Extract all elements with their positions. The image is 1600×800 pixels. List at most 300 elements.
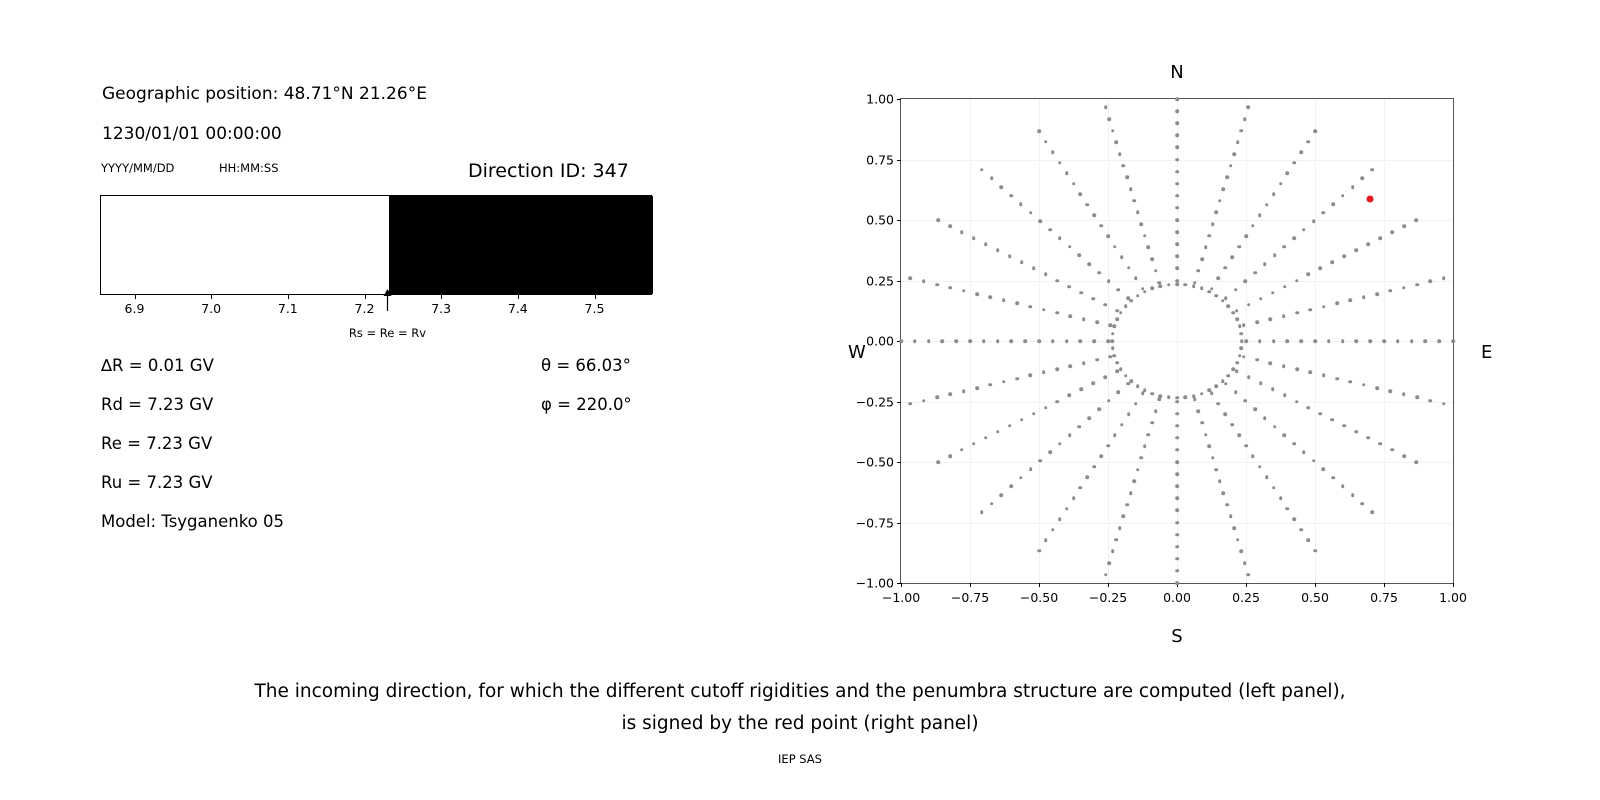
direction-point[interactable]: [1058, 161, 1062, 165]
direction-point[interactable]: [1078, 425, 1082, 429]
direction-point[interactable]: [1175, 400, 1179, 404]
direction-point[interactable]: [989, 383, 993, 387]
direction-point[interactable]: [1051, 151, 1055, 155]
direction-point[interactable]: [1158, 284, 1162, 288]
direction-point[interactable]: [1069, 314, 1073, 318]
direction-point[interactable]: [1143, 234, 1147, 238]
direction-point[interactable]: [1044, 140, 1048, 144]
direction-point[interactable]: [1200, 392, 1204, 396]
direction-point[interactable]: [1068, 394, 1072, 398]
direction-point[interactable]: [1271, 291, 1275, 295]
direction-point[interactable]: [1044, 273, 1048, 277]
direction-point[interactable]: [1019, 476, 1023, 480]
direction-point[interactable]: [1009, 485, 1013, 489]
direction-point[interactable]: [1104, 573, 1108, 577]
direction-point[interactable]: [1107, 117, 1111, 121]
direction-point[interactable]: [1293, 517, 1297, 521]
direction-point[interactable]: [1222, 491, 1226, 495]
direction-point[interactable]: [1313, 130, 1317, 134]
direction-point[interactable]: [1019, 202, 1023, 206]
direction-point[interactable]: [1150, 392, 1154, 396]
direction-point[interactable]: [1020, 418, 1024, 422]
direction-point[interactable]: [1079, 339, 1083, 343]
direction-point[interactable]: [1244, 444, 1248, 448]
direction-point[interactable]: [1247, 303, 1251, 307]
direction-point[interactable]: [1009, 194, 1013, 198]
direction-point[interactable]: [1247, 573, 1251, 577]
direction-point[interactable]: [1087, 416, 1091, 420]
direction-point[interactable]: [1107, 399, 1111, 403]
direction-point[interactable]: [1378, 236, 1382, 240]
direction-point[interactable]: [1193, 398, 1197, 402]
direction-point[interactable]: [1125, 176, 1129, 180]
direction-point[interactable]: [1204, 246, 1208, 250]
direction-point[interactable]: [1236, 141, 1240, 145]
direction-point[interactable]: [1118, 526, 1122, 530]
direction-point[interactable]: [1051, 339, 1055, 343]
direction-point[interactable]: [1265, 203, 1269, 207]
direction-point[interactable]: [1175, 158, 1179, 162]
direction-point[interactable]: [1331, 476, 1335, 480]
direction-point[interactable]: [1253, 408, 1257, 412]
direction-point[interactable]: [1175, 170, 1179, 174]
direction-point[interactable]: [1080, 388, 1084, 392]
direction-point[interactable]: [1244, 339, 1248, 343]
direction-point[interactable]: [1175, 569, 1179, 573]
direction-point[interactable]: [1370, 168, 1374, 172]
direction-point[interactable]: [1110, 339, 1114, 343]
direction-point[interactable]: [1286, 507, 1290, 511]
direction-point[interactable]: [1361, 502, 1365, 506]
direction-point[interactable]: [1269, 361, 1273, 365]
direction-point[interactable]: [1362, 295, 1366, 299]
direction-point[interactable]: [1283, 245, 1287, 249]
direction-point[interactable]: [1079, 192, 1083, 196]
direction-point[interactable]: [1029, 305, 1033, 309]
direction-point[interactable]: [1120, 423, 1124, 427]
direction-point[interactable]: [1175, 436, 1179, 440]
direction-point[interactable]: [1286, 339, 1290, 343]
direction-point[interactable]: [1129, 299, 1133, 303]
direction-point[interactable]: [1044, 538, 1048, 542]
direction-point[interactable]: [1313, 549, 1317, 553]
direction-point[interactable]: [1192, 284, 1196, 288]
direction-point[interactable]: [1055, 311, 1059, 315]
direction-point[interactable]: [1307, 273, 1311, 277]
direction-point[interactable]: [1322, 305, 1326, 309]
direction-point[interactable]: [1272, 192, 1276, 196]
direction-point[interactable]: [1224, 266, 1228, 270]
direction-point[interactable]: [909, 277, 913, 281]
direction-point[interactable]: [1230, 255, 1234, 259]
direction-point[interactable]: [1255, 358, 1259, 362]
direction-point[interactable]: [1114, 141, 1118, 145]
direction-point[interactable]: [1402, 224, 1406, 228]
direction-point[interactable]: [1295, 367, 1299, 371]
direction-point[interactable]: [1113, 245, 1117, 249]
direction-point[interactable]: [1343, 424, 1347, 428]
direction-point[interactable]: [990, 177, 994, 181]
direction-point[interactable]: [1086, 203, 1090, 207]
direction-point[interactable]: [1319, 267, 1323, 271]
direction-point[interactable]: [1402, 392, 1406, 396]
direction-point[interactable]: [1056, 279, 1060, 283]
direction-point[interactable]: [1141, 392, 1145, 396]
direction-point[interactable]: [948, 454, 952, 458]
direction-point[interactable]: [1402, 286, 1406, 290]
direction-point[interactable]: [1037, 549, 1041, 553]
direction-point[interactable]: [1175, 396, 1179, 400]
direction-point[interactable]: [1232, 152, 1236, 156]
direction-point[interactable]: [1175, 521, 1179, 525]
direction-point[interactable]: [1279, 496, 1283, 500]
direction-point[interactable]: [1390, 448, 1394, 452]
direction-point[interactable]: [1023, 339, 1027, 343]
direction-point[interactable]: [1037, 130, 1041, 134]
direction-point[interactable]: [1080, 291, 1084, 295]
direction-point[interactable]: [1235, 309, 1239, 313]
direction-point[interactable]: [1322, 374, 1326, 378]
direction-point[interactable]: [1237, 434, 1241, 438]
direction-point[interactable]: [1259, 297, 1263, 301]
direction-point[interactable]: [1058, 442, 1062, 446]
direction-point[interactable]: [1147, 433, 1151, 437]
direction-point[interactable]: [1118, 152, 1122, 156]
direction-point[interactable]: [1119, 311, 1123, 315]
direction-point[interactable]: [962, 389, 966, 393]
direction-point[interactable]: [1150, 257, 1154, 261]
direction-point[interactable]: [1134, 402, 1138, 406]
direction-point[interactable]: [1293, 161, 1297, 165]
direction-point[interactable]: [1175, 557, 1179, 561]
direction-point[interactable]: [1258, 465, 1262, 469]
direction-point[interactable]: [1175, 218, 1179, 222]
direction-point[interactable]: [1175, 97, 1179, 101]
direction-point[interactable]: [1154, 409, 1158, 413]
direction-point[interactable]: [1002, 380, 1006, 384]
direction-point[interactable]: [1106, 339, 1110, 343]
direction-point[interactable]: [1092, 382, 1096, 386]
direction-point[interactable]: [982, 339, 986, 343]
direction-point[interactable]: [1354, 430, 1358, 434]
direction-point[interactable]: [1218, 199, 1222, 203]
direction-point[interactable]: [1065, 172, 1069, 176]
direction-point[interactable]: [1225, 176, 1229, 180]
direction-point[interactable]: [1184, 283, 1188, 287]
direction-point[interactable]: [1428, 280, 1432, 284]
direction-point[interactable]: [1175, 497, 1179, 501]
direction-point[interactable]: [968, 339, 972, 343]
direction-point[interactable]: [1175, 509, 1179, 513]
direction-point[interactable]: [1175, 267, 1179, 271]
direction-point[interactable]: [1217, 402, 1221, 406]
direction-point[interactable]: [1103, 376, 1107, 380]
direction-point[interactable]: [1312, 219, 1316, 223]
direction-point[interactable]: [1048, 450, 1052, 454]
direction-point[interactable]: [1147, 246, 1151, 250]
direction-point[interactable]: [1097, 408, 1101, 412]
direction-point[interactable]: [1175, 134, 1179, 138]
direction-point[interactable]: [1048, 228, 1052, 232]
direction-point[interactable]: [1221, 379, 1225, 383]
direction-point[interactable]: [1204, 433, 1208, 437]
direction-point[interactable]: [990, 502, 994, 506]
direction-point[interactable]: [984, 242, 988, 246]
direction-point[interactable]: [1211, 456, 1215, 460]
direction-point[interactable]: [1197, 409, 1201, 413]
direction-point[interactable]: [954, 339, 958, 343]
direction-point[interactable]: [949, 392, 953, 396]
direction-point[interactable]: [1225, 503, 1229, 507]
selected-direction-point[interactable]: [1367, 196, 1374, 203]
direction-point[interactable]: [1242, 355, 1246, 359]
direction-point[interactable]: [1068, 285, 1072, 289]
direction-point[interactable]: [989, 295, 993, 299]
direction-point[interactable]: [1232, 526, 1236, 530]
direction-point[interactable]: [1238, 324, 1242, 328]
direction-point[interactable]: [1175, 282, 1179, 286]
direction-point[interactable]: [1242, 324, 1246, 328]
direction-point[interactable]: [1390, 230, 1394, 234]
direction-point[interactable]: [1122, 164, 1126, 168]
direction-point[interactable]: [1319, 412, 1323, 416]
direction-point[interactable]: [1309, 308, 1313, 312]
direction-point[interactable]: [1292, 237, 1296, 241]
direction-point[interactable]: [1095, 320, 1099, 324]
direction-point[interactable]: [1157, 398, 1161, 402]
direction-point[interactable]: [1175, 472, 1179, 476]
direction-point[interactable]: [1192, 394, 1196, 398]
direction-point[interactable]: [975, 386, 979, 390]
direction-point[interactable]: [1029, 468, 1033, 472]
direction-point[interactable]: [1271, 388, 1275, 392]
direction-point[interactable]: [1331, 202, 1335, 206]
direction-point[interactable]: [1058, 517, 1062, 521]
direction-point[interactable]: [972, 236, 976, 240]
direction-point[interactable]: [1227, 374, 1231, 378]
direction-point[interactable]: [1029, 374, 1033, 378]
direction-point[interactable]: [1015, 302, 1019, 306]
direction-point[interactable]: [1306, 140, 1310, 144]
direction-point[interactable]: [1175, 545, 1179, 549]
direction-point[interactable]: [1086, 475, 1090, 479]
direction-point[interactable]: [949, 286, 953, 290]
direction-point[interactable]: [922, 399, 926, 403]
direction-point[interactable]: [1113, 324, 1117, 328]
direction-point[interactable]: [1136, 384, 1140, 388]
direction-point[interactable]: [1117, 391, 1121, 395]
direction-point[interactable]: [935, 283, 939, 287]
direction-point[interactable]: [1039, 219, 1043, 223]
direction-point[interactable]: [1244, 279, 1248, 283]
direction-point[interactable]: [1136, 211, 1140, 215]
direction-point[interactable]: [1366, 242, 1370, 246]
direction-point[interactable]: [1122, 515, 1126, 519]
direction-point[interactable]: [1208, 388, 1212, 392]
direction-point[interactable]: [1175, 182, 1179, 186]
direction-point[interactable]: [909, 402, 913, 406]
direction-point[interactable]: [1237, 245, 1241, 249]
direction-point[interactable]: [1258, 213, 1262, 217]
direction-point[interactable]: [1175, 448, 1179, 452]
direction-point[interactable]: [1113, 354, 1117, 358]
direction-point[interactable]: [1008, 255, 1012, 259]
direction-point[interactable]: [1244, 399, 1248, 403]
direction-point[interactable]: [1259, 382, 1263, 386]
direction-point[interactable]: [1065, 339, 1069, 343]
direction-point[interactable]: [1008, 424, 1012, 428]
direction-point[interactable]: [1058, 237, 1062, 241]
direction-point[interactable]: [1175, 412, 1179, 416]
direction-point[interactable]: [1236, 538, 1240, 542]
direction-point[interactable]: [1263, 416, 1267, 420]
direction-point[interactable]: [1375, 386, 1379, 390]
direction-point[interactable]: [1106, 444, 1110, 448]
direction-point[interactable]: [1197, 269, 1201, 273]
direction-point[interactable]: [1239, 550, 1243, 554]
direction-point[interactable]: [1331, 261, 1335, 265]
direction-point[interactable]: [1210, 392, 1214, 396]
direction-point[interactable]: [1355, 339, 1359, 343]
direction-point[interactable]: [1158, 394, 1162, 398]
direction-point[interactable]: [1115, 361, 1119, 365]
direction-point[interactable]: [1207, 444, 1211, 448]
direction-point[interactable]: [1240, 347, 1244, 351]
direction-point[interactable]: [1282, 314, 1286, 318]
direction-point[interactable]: [1044, 406, 1048, 410]
direction-point[interactable]: [1229, 164, 1233, 168]
direction-point[interactable]: [1258, 339, 1262, 343]
direction-point[interactable]: [1087, 262, 1091, 266]
direction-point[interactable]: [1114, 538, 1118, 542]
direction-point[interactable]: [1032, 412, 1036, 416]
direction-point[interactable]: [1132, 199, 1136, 203]
direction-point[interactable]: [1307, 406, 1311, 410]
direction-point[interactable]: [1415, 396, 1419, 400]
direction-point[interactable]: [960, 448, 964, 452]
direction-point[interactable]: [1175, 581, 1179, 585]
direction-point[interactable]: [1002, 298, 1006, 302]
direction-point[interactable]: [1215, 384, 1219, 388]
direction-point[interactable]: [1227, 305, 1231, 309]
direction-point[interactable]: [1127, 413, 1131, 417]
direction-point[interactable]: [1010, 339, 1014, 343]
direction-point[interactable]: [1309, 371, 1313, 375]
direction-point[interactable]: [1283, 394, 1287, 398]
direction-point[interactable]: [1224, 413, 1228, 417]
direction-point[interactable]: [1042, 371, 1046, 375]
direction-point[interactable]: [1414, 460, 1418, 464]
direction-point[interactable]: [1348, 380, 1352, 384]
direction-point[interactable]: [1239, 129, 1243, 133]
direction-point[interactable]: [1132, 479, 1136, 483]
direction-point[interactable]: [1424, 339, 1428, 343]
direction-point[interactable]: [1175, 230, 1179, 234]
direction-point[interactable]: [996, 248, 1000, 252]
direction-point[interactable]: [1286, 172, 1290, 176]
direction-point[interactable]: [1082, 317, 1086, 321]
direction-point[interactable]: [1341, 485, 1345, 489]
direction-point[interactable]: [1124, 374, 1128, 378]
direction-point[interactable]: [1150, 287, 1154, 291]
direction-point[interactable]: [1299, 339, 1303, 343]
direction-point[interactable]: [1119, 368, 1123, 372]
direction-point[interactable]: [1238, 354, 1242, 358]
direction-point[interactable]: [1000, 493, 1004, 497]
direction-point[interactable]: [1079, 486, 1083, 490]
direction-point[interactable]: [1348, 298, 1352, 302]
direction-point[interactable]: [1125, 503, 1129, 507]
direction-point[interactable]: [1120, 255, 1124, 259]
direction-point[interactable]: [1362, 383, 1366, 387]
direction-point[interactable]: [1039, 459, 1043, 463]
direction-point[interactable]: [1139, 222, 1143, 226]
direction-point[interactable]: [1143, 388, 1147, 392]
direction-point[interactable]: [1351, 493, 1355, 497]
direction-point[interactable]: [1235, 317, 1239, 321]
direction-point[interactable]: [1107, 279, 1111, 283]
direction-point[interactable]: [1200, 287, 1204, 291]
direction-point[interactable]: [1175, 206, 1179, 210]
direction-point[interactable]: [1214, 468, 1218, 472]
direction-point[interactable]: [996, 339, 1000, 343]
direction-point[interactable]: [1106, 234, 1110, 238]
direction-point[interactable]: [1292, 442, 1296, 446]
direction-point[interactable]: [1103, 303, 1107, 307]
direction-point[interactable]: [1175, 255, 1179, 259]
direction-point[interactable]: [1092, 339, 1096, 343]
direction-point[interactable]: [1175, 424, 1179, 428]
direction-point[interactable]: [1207, 234, 1211, 238]
direction-point[interactable]: [1235, 361, 1239, 365]
direction-point[interactable]: [1092, 297, 1096, 301]
direction-point[interactable]: [1341, 194, 1345, 198]
direction-point[interactable]: [1082, 361, 1086, 365]
direction-point[interactable]: [984, 436, 988, 440]
direction-point[interactable]: [1068, 245, 1072, 249]
direction-point[interactable]: [1200, 257, 1204, 261]
direction-point[interactable]: [1415, 283, 1419, 287]
direction-point[interactable]: [960, 230, 964, 234]
direction-point[interactable]: [935, 396, 939, 400]
direction-point[interactable]: [1251, 454, 1255, 458]
direction-point[interactable]: [1269, 317, 1273, 321]
direction-point[interactable]: [1215, 294, 1219, 298]
direction-point[interactable]: [1343, 255, 1347, 259]
direction-point[interactable]: [980, 510, 984, 514]
direction-point[interactable]: [1200, 421, 1204, 425]
direction-point[interactable]: [1020, 261, 1024, 265]
direction-point[interactable]: [1134, 276, 1138, 280]
direction-point[interactable]: [1092, 465, 1096, 469]
direction-point[interactable]: [1072, 496, 1076, 500]
direction-point[interactable]: [1255, 320, 1259, 324]
direction-point[interactable]: [980, 168, 984, 172]
direction-point[interactable]: [1370, 510, 1374, 514]
direction-point[interactable]: [1221, 299, 1225, 303]
direction-point[interactable]: [1143, 290, 1147, 294]
direction-point[interactable]: [1388, 289, 1392, 293]
direction-point[interactable]: [1368, 339, 1372, 343]
direction-point[interactable]: [1295, 311, 1299, 315]
direction-point[interactable]: [1032, 267, 1036, 271]
direction-point[interactable]: [1283, 285, 1287, 289]
direction-point[interactable]: [1437, 339, 1441, 343]
direction-point[interactable]: [1055, 367, 1059, 371]
direction-point[interactable]: [1115, 317, 1119, 321]
direction-point[interactable]: [1124, 305, 1128, 309]
direction-point[interactable]: [1097, 271, 1101, 275]
